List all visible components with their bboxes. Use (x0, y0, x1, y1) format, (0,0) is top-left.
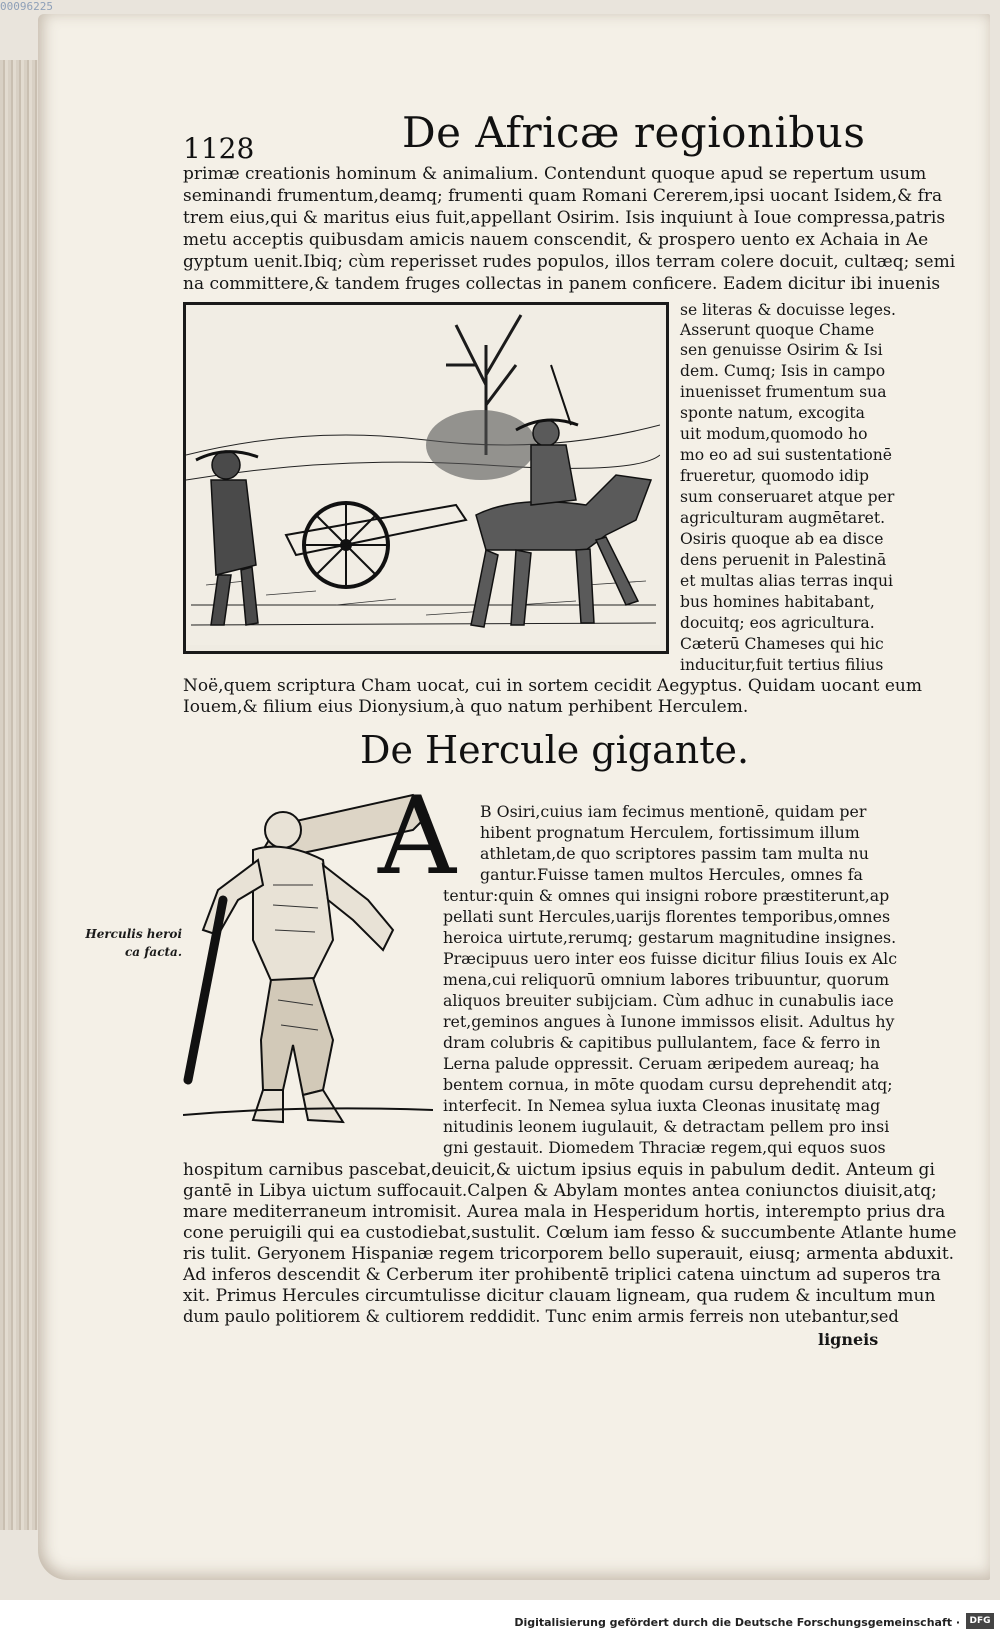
text-line: dens peruenit in Palestinā (680, 551, 887, 569)
text-line: inducitur,fuit tertius filius (680, 656, 884, 674)
dropcap-letter: A (378, 774, 456, 899)
text-line: Ad inferos descendit & Cerberum iter prohibentē triplici catena uinctum ad superos tra (183, 1265, 941, 1285)
page-number: 1128 (183, 132, 255, 165)
marginal-note: Herculis heroi ca facta. (85, 927, 182, 959)
text-line: dum paulo politiorem & cultiorem reddidit. Tunc enim armis ferreis non utebantur,sed (183, 1307, 899, 1326)
text-line: interfecit. In Nemea sylua iuxta Cleonas inusitatę mag (443, 1096, 881, 1115)
text-line: bus homines habitabant, (680, 593, 875, 611)
text-line: frueretur, quomodo idip (680, 467, 869, 485)
text-line: metu acceptis quibusdam amicis nauem conscendit, & prospero uento ex Achaia in Ae (183, 230, 929, 250)
text-line: et multas alias terras inqui (680, 572, 894, 590)
text-line: hibent prognatum Herculem, fortissimum illum (480, 823, 860, 842)
text-line: hospitum carnibus pascebat,deuicit,& uictum ipsius equis in pabulum dedit. Anteum gi (183, 1160, 935, 1180)
text-line: sum conseruaret atque per (680, 488, 895, 506)
text-line: mare mediterraneum intromisit. Aurea mala in Hesperidum hortis, interempto prius dra (183, 1202, 946, 1222)
text-line: seminandi frumentum,deamq; frumenti quam Romani Cererem,ipsi uocant Isidem,& fra (183, 186, 943, 206)
catchword: ligneis (818, 1330, 879, 1349)
text-line: bentem cornua, in mōte quodam cursu deprehendit atq; (443, 1075, 893, 1094)
text-line: uit modum,quomodo ho (680, 425, 868, 443)
text-line: dem. Cumq; Isis in campo (680, 362, 886, 380)
text-line: agriculturam augmētaret. (680, 509, 886, 527)
dfg-logo: DFG (966, 1613, 994, 1629)
text-line: xit. Primus Hercules circumtulisse dicitur clauam ligneam, qua rudem & incultum mun (183, 1286, 936, 1306)
text-line: dram colubris & capitibus pullulantem, face & ferro in (443, 1033, 881, 1052)
text-line: Iouem,& filium eius Dionysium,à quo natum perhibent Herculem. (183, 697, 749, 717)
text-line: inuenisset frumentum sua (680, 383, 887, 401)
text-line: tentur:quin & omnes qui insigni robore præstiterunt,ap (443, 886, 890, 905)
text-line: aliquos breuiter subijciam. Cùm adhuc in cunabulis iace (443, 991, 894, 1010)
text-line: mena,cui reliquorū omnium labores tribuuntur, quorum (443, 970, 890, 989)
text-line: gni gestauit. Diomedem Thraciæ regem,qui equos suos (443, 1138, 886, 1157)
text-line: primæ creationis hominum & animalium. Contendunt quoque apud se repertum usum (183, 164, 927, 184)
text-line: gantē in Libya uictum suffocauit.Calpen & Abylam montes antea coniunctos diuisit,atq; (183, 1181, 937, 1201)
text-line: athletam,de quo scriptores passim tam multa nu (480, 844, 869, 863)
text-line: se literas & docuisse leges. (680, 301, 896, 319)
text-line: Noë,quem scriptura Cham uocat, cui in sortem cecidit Aegyptus. Quidam uocant eum (183, 676, 922, 696)
woodcut-ploughing-illustration (183, 302, 669, 654)
text-line: sen genuisse Osirim & Isi (680, 341, 883, 359)
text-line: ris tulit. Geryonem Hispaniæ regem tricorporem bello superauit, eiusq; armenta abduxit. (183, 1244, 955, 1264)
text-line: Præcipuus uero inter eos fuisse dicitur filius Iouis ex Alc (443, 949, 898, 968)
text-line: pellati sunt Hercules,uarijs florentes temporibus,omnes (443, 907, 891, 926)
running-head: De Africæ regionibus (402, 108, 866, 157)
text-line: nitudinis leonem iugulauit, & detractam pellem pro insi (443, 1117, 890, 1136)
text-line: cone peruigili qui ea custodiebat,sustulit. Cœlum iam fesso & succumbente Atlante hume (183, 1223, 957, 1243)
section-heading: De Hercule gigante. (360, 728, 750, 772)
text-line: docuitq; eos agricultura. (680, 614, 875, 632)
text-line: Asserunt quoque Chame (680, 321, 875, 339)
text-line: gyptum uenit.Ibiq; cùm reperisset rudes populos, illos terram colere docuit, cultæq; semi (183, 252, 956, 272)
digitization-credit: Digitalisierung gefördert durch die Deutsche Forschungsgemeinschaft · (514, 1616, 960, 1629)
text-line: Cæterū Chameses qui hic (680, 635, 884, 653)
text-line: na committere,& tandem fruges collectas in panem conficere. Eadem dicitur ibi inuenis (183, 274, 941, 294)
text-line: trem eius,qui & maritus eius fuit,appellant Osirim. Isis inquiunt à Ioue compressa,patris (183, 208, 946, 228)
text-line: ret,geminos angues à Iunone immissos elisit. Adultus hy (443, 1012, 895, 1031)
text-line: heroica uirtute,rerumq; gestarum magnitudine insignes. (443, 928, 897, 947)
text-line: gantur.Fuisse tamen multos Hercules, omnes fa (480, 865, 863, 884)
scan-id: 00096225 (0, 0, 53, 13)
text-line: B Osiri,cuius iam fecimus mentionē, quidam per (480, 802, 867, 821)
text-line: Osiris quoque ab ea disce (680, 530, 884, 548)
text-line: mo eo ad sui sustentationē (680, 446, 892, 464)
text-line: Lerna palude oppressit. Ceruam æripedem aureaq; ha (443, 1054, 880, 1073)
text-line: sponte natum, excogita (680, 404, 865, 422)
